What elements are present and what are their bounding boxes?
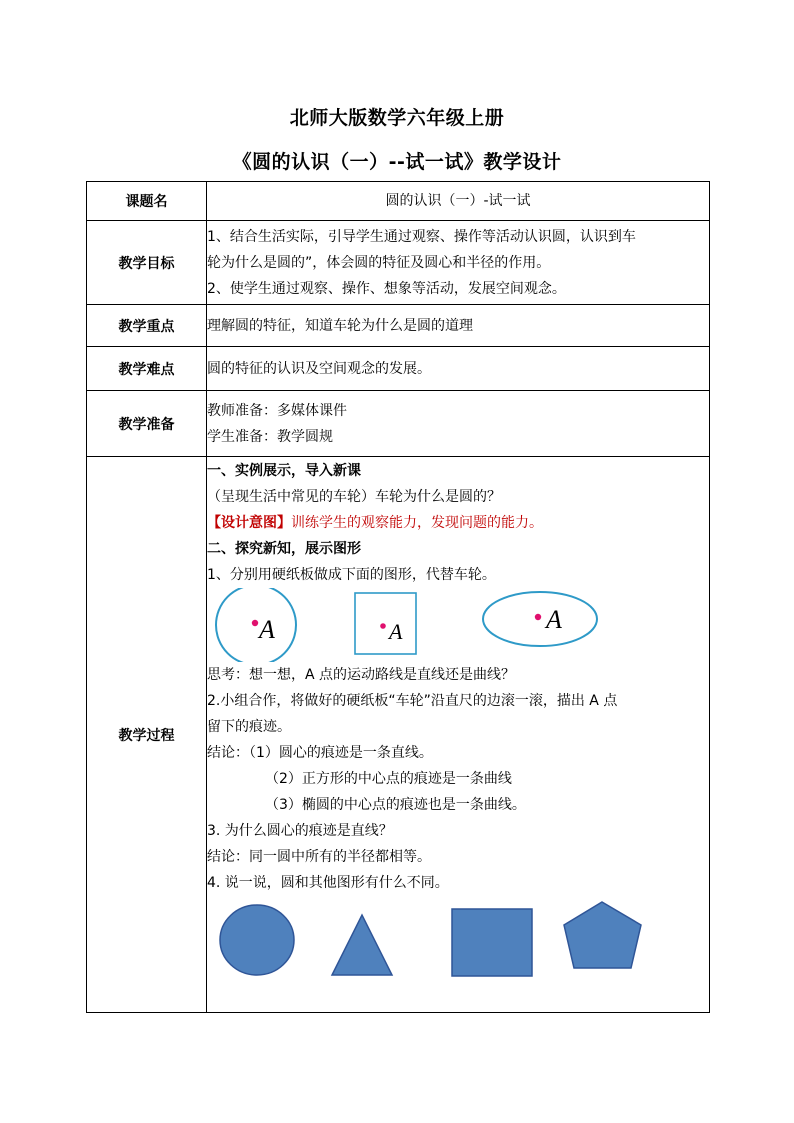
filled-circle-shape: [220, 905, 294, 975]
row-goals: [87, 221, 710, 305]
process-conclusion4: 结论：同一圆中所有的半径都相等。: [207, 849, 431, 865]
value-process: [207, 457, 710, 1013]
circle-center-dot: [252, 620, 258, 626]
process-section1-line: （呈现生活中常见的车轮）车轮为什么是圆的？: [207, 489, 501, 505]
value-preparation: [207, 391, 710, 457]
process-step4: 4. 说一说，圆和其他图形有什么不同。: [207, 875, 449, 891]
value-key-points: 理解圆的特征，知道车轮为什么是圆的道理: [207, 305, 710, 347]
label-topic: 课题名: [87, 182, 207, 221]
label-difficulties: 教学难点: [87, 347, 207, 391]
value-topic: 圆的认识（一）-试一试: [207, 182, 710, 221]
circle-point-label: A: [259, 615, 275, 644]
value-goals: [207, 221, 710, 305]
process-conclusion1: 结论：（1）圆心的痕迹是一条直线。: [207, 745, 433, 761]
process-section1-heading: 一、实例展示，导入新课: [207, 463, 361, 479]
process-step2-line2: 留下的痕迹。: [207, 719, 291, 735]
row-process: [87, 457, 710, 1013]
page-title-line1: 北师大版数学六年级上册: [289, 107, 505, 129]
value-difficulties: 圆的特征的认识及空间观念的发展。: [207, 347, 710, 391]
filled-pentagon-shape: [564, 902, 641, 968]
compare-shapes-figure: [207, 896, 707, 986]
goals-line1: 1、结合生活实际，引导学生通过观察、操作等活动认识圆，认识到车: [207, 228, 636, 245]
process-conclusion2: （2）正方形的中心点的痕迹是一条曲线: [265, 771, 512, 787]
design-intent: [207, 510, 709, 536]
square-wheel-shape: [355, 593, 416, 654]
wheel-shapes-figure: [207, 588, 707, 662]
goals-line2: 轮为什么是圆的”，体会圆的特征及圆心和半径的作用。: [207, 254, 551, 271]
ellipse-center-dot: [535, 614, 541, 620]
design-intent-text: 训练学生的观察能力，发现问题的能力。: [291, 515, 543, 531]
process-step3: 3. 为什么圆心的痕迹是直线？: [207, 823, 393, 839]
ellipse-point-label: A: [546, 605, 562, 634]
process-think: 思考：想一想，A 点的运动路线是直线还是曲线？: [207, 667, 516, 683]
row-difficulties: [87, 347, 710, 391]
wheel-shapes-row: [207, 588, 709, 662]
process-step2-line1: 2.小组合作，将做好的硬纸板“车轮”沿直尺的边滚一滚，描出 A 点: [207, 693, 618, 709]
process-section2-heading: 二、探究新知，展示图形: [207, 541, 361, 557]
goals-line3: 2、使学生通过观察、操作、想象等活动，发展空间观念。: [207, 280, 566, 297]
filled-square-shape: [452, 909, 532, 976]
label-goals: 教学目标: [87, 221, 207, 305]
square-point-label: A: [389, 619, 403, 644]
design-intent-tag: 【设计意图】: [207, 515, 291, 531]
label-preparation: 教学准备: [87, 391, 207, 457]
compare-shapes-row: [207, 896, 709, 986]
row-preparation: [87, 391, 710, 457]
row-topic: [87, 182, 710, 221]
lesson-plan-table: [86, 181, 710, 1013]
row-key-points: [87, 305, 710, 347]
prep-teacher: 教师准备：多媒体课件: [207, 402, 347, 419]
process-step1: 1、分别用硬纸板做成下面的图形，代替车轮。: [207, 567, 496, 583]
square-center-dot: [380, 623, 386, 629]
label-key-points: 教学重点: [87, 305, 207, 347]
page-title-line2: 《圆的认识（一）--试一试》教学设计: [232, 151, 562, 173]
filled-triangle-shape: [332, 915, 392, 975]
prep-student: 学生准备：教学圆规: [207, 428, 333, 445]
label-process: 教学过程: [87, 457, 207, 1013]
process-conclusion3: （3）椭圆的中心点的痕迹也是一条曲线。: [265, 797, 526, 813]
